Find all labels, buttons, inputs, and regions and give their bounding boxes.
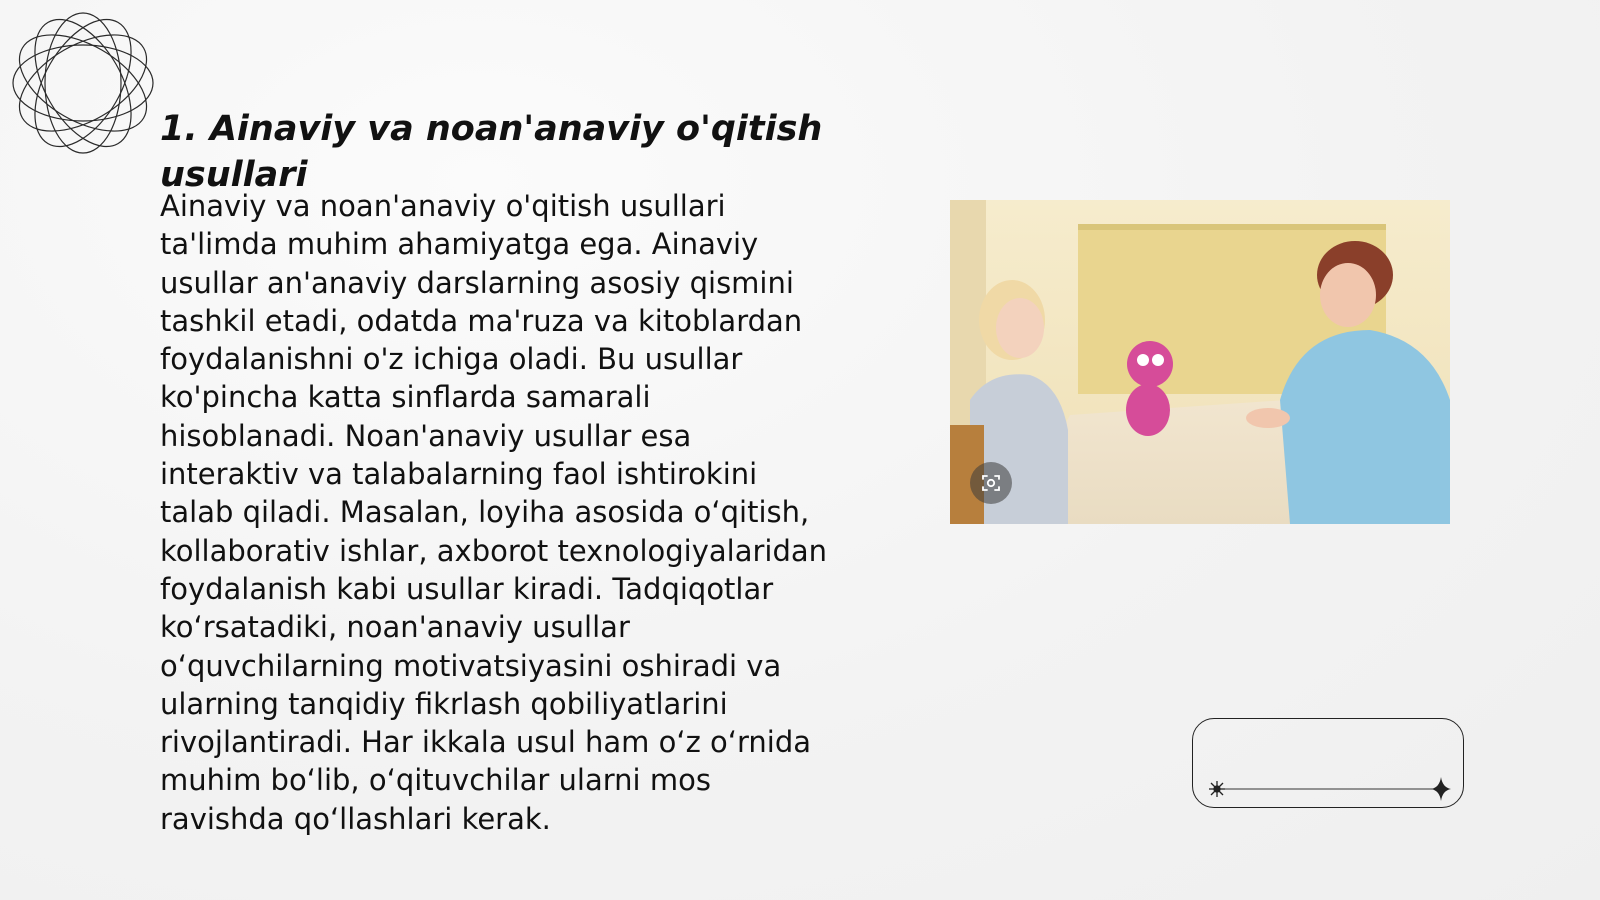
slide-title: 1. Ainaviy va noan'anaviy o'qitish usullari: [160, 109, 823, 195]
sparkle-icon: [1431, 777, 1451, 801]
camera-button[interactable]: [970, 462, 1012, 504]
sun-burst-icon: [1209, 781, 1225, 797]
camera-icon: [980, 472, 1002, 494]
concentric-rings-icon: [10, 10, 156, 156]
classroom-photo: [950, 200, 1450, 524]
decorative-slider: [1192, 718, 1464, 808]
slide-body-text: Ainaviy va noan'anaviy o'qitish usullari ta'limda muhim ahamiyatga ega. Ainaviy usullar an'anaviy darslarning asosiy qismini tashkil etadi, odatda ma'ruza va kitoblardan foydalanishni o'z ichiga oladi. Bu usullar ko'pincha katta sinflarda samarali hisoblanadi. Noan'anaviy usullar esa interaktiv va talabalarning faol ishtirokini talab qiladi. Masalan, loyiha asosida o‘qitish, kollaborativ ishlar, axborot texnologiyalaridan foydalanish kabi usullar kiradi. Tadqiqotlar ko‘rsatadiki, noan'anaviy usullar o‘quvchilarning motivatsiyasini oshiradi va ularning tanqidiy fikrlash qobiliyatlarini rivojlantiradi. Har ikkala usul ham o‘z o‘rnida muhim bo‘lib, o‘qituvchilar ularni mos ravishda qo‘llashlari kerak.: [160, 189, 828, 836]
